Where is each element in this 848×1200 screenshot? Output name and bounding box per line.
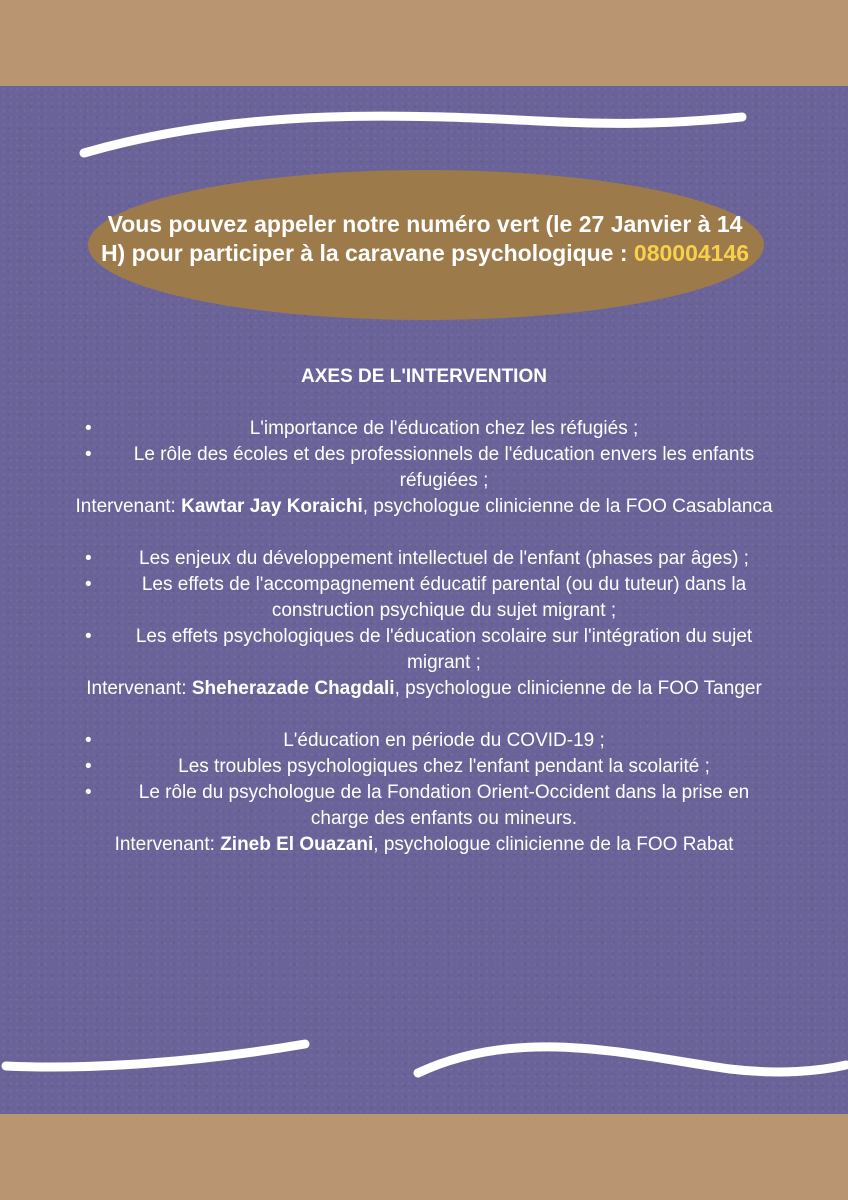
top-wave-decoration <box>0 95 848 175</box>
list-item <box>60 572 788 624</box>
speaker-label: Intervenant: <box>86 678 192 699</box>
list-item <box>60 546 788 572</box>
bullet-icon: • <box>85 444 92 465</box>
bullet-icon: • <box>85 782 92 803</box>
speaker-name: Sheherazade Chagdali <box>191 678 395 699</box>
section-spacer <box>60 520 788 546</box>
axes-title: AXES DE L'INTERVENTION <box>301 366 547 387</box>
speaker-name: Zineb El Ouazani <box>220 834 374 855</box>
speaker-role: , psychologue clinicienne de la FOO Casablanca <box>362 496 773 517</box>
list-item-text: Le rôle du psychologue de la Fondation Orient-Occident dans la prise en charge des enfants ou mineurs. <box>138 782 750 829</box>
top-border-band <box>0 0 848 86</box>
list-item <box>60 780 788 832</box>
list-item <box>60 728 788 754</box>
list-item-text: Le rôle des écoles et des professionnels de l'éducation envers les enfants réfugiées ; <box>133 444 755 491</box>
intervention-content <box>60 364 788 858</box>
bullet-icon: • <box>85 756 92 777</box>
list-item <box>60 624 788 676</box>
bullet-icon: • <box>85 574 92 595</box>
bottom-border-band <box>0 1114 848 1200</box>
section-2 <box>60 546 788 702</box>
speaker-label: Intervenant: <box>114 834 221 855</box>
section-3 <box>60 728 788 858</box>
list-item-text: Les effets psychologiques de l'éducation scolaire sur l'intégration du sujet migrant ; <box>135 626 753 673</box>
list-item <box>60 754 788 780</box>
bullet-icon: • <box>85 548 92 569</box>
speaker-name: Kawtar Jay Koraichi <box>181 496 363 517</box>
headline <box>100 210 750 268</box>
speaker-role: , psychologue clinicienne de la FOO Rabat <box>373 834 734 855</box>
list-item <box>60 416 788 442</box>
speaker-label: Intervenant: <box>75 496 182 517</box>
speaker-line <box>60 494 788 520</box>
list-item-text: L'importance de l'éducation chez les réfugiés ; <box>249 418 639 439</box>
bottom-left-wave-decoration <box>0 1030 330 1090</box>
list-item-text: Les troubles psychologiques chez l'enfant pendant la scolarité ; <box>178 756 710 777</box>
bullet-icon: • <box>85 418 92 439</box>
headline-text: Vous pouvez appeler notre numéro vert (le 27 Janvier à 14 H) pour participer à la caravane psychologique : <box>100 211 743 266</box>
section-1 <box>60 416 788 520</box>
section-spacer <box>60 702 788 728</box>
bottom-right-wave-decoration <box>400 1025 848 1095</box>
list-item <box>60 442 788 494</box>
list-item-text: L'éducation en période du COVID-19 ; <box>283 730 605 751</box>
speaker-line <box>60 832 788 858</box>
phone-number: 080004146 <box>633 240 750 266</box>
speaker-role: , psychologue clinicienne de la FOO Tanger <box>394 678 762 699</box>
list-item-text: Les enjeux du développement intellectuel de l'enfant (phases par âges) ; <box>139 548 749 569</box>
bullet-icon: • <box>85 730 92 751</box>
list-item-text: Les effets de l'accompagnement éducatif parental (ou du tuteur) dans la construction psychique du sujet migrant ; <box>141 574 747 621</box>
bullet-icon: • <box>85 626 92 647</box>
speaker-line <box>60 676 788 702</box>
